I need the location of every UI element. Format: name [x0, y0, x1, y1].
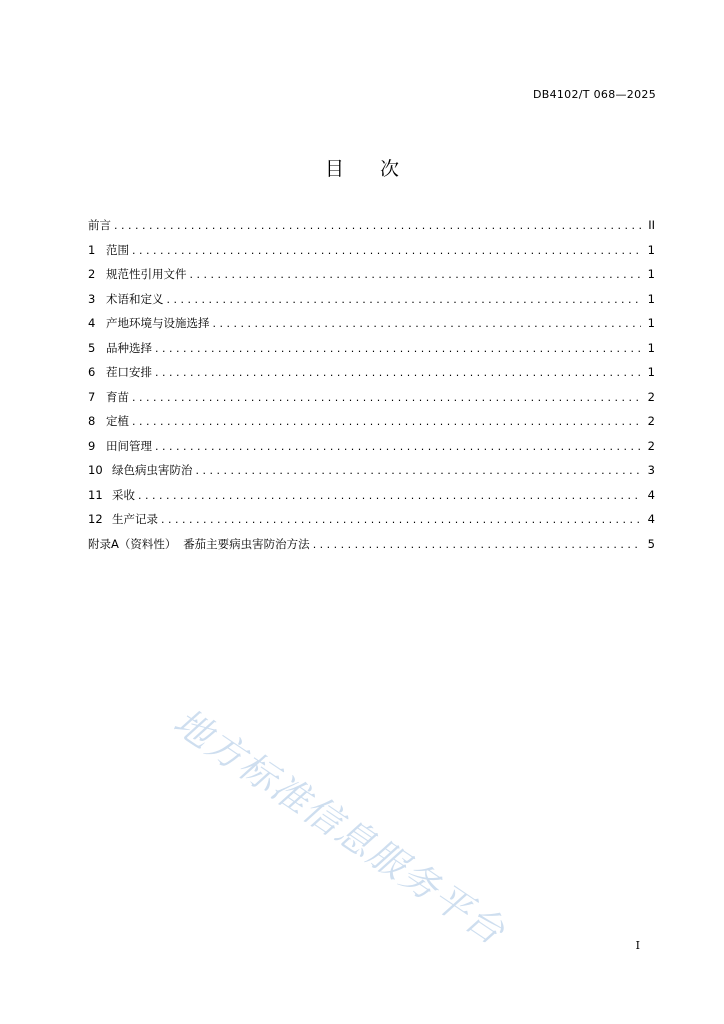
toc-entry-scope[interactable] [88, 243, 655, 268]
toc-entry-harvest[interactable] [88, 488, 655, 513]
toc-entry-page: 1 [647, 340, 655, 355]
toc-leader-dots [155, 439, 641, 454]
toc-entry-number: 2 [88, 267, 96, 281]
toc-entry-foreword[interactable] [88, 218, 655, 243]
toc-entry-label: 田间管理 [106, 438, 152, 453]
toc-entry-page: 2 [647, 414, 655, 428]
toc-entry-label: 生产记录 [112, 512, 158, 526]
toc-entry-label: 品种选择 [106, 340, 152, 355]
toc-entry-number: 1 [88, 242, 96, 257]
toc-leader-dots [196, 463, 642, 478]
toc-entry-seedling[interactable] [88, 390, 655, 415]
toc-entry-number: 10 [88, 463, 103, 477]
toc-entry-page: 1 [647, 316, 655, 330]
toc-entry-page: 1 [647, 242, 655, 257]
toc-entry-page: 3 [647, 463, 655, 477]
toc-entry-page: 5 [647, 536, 655, 551]
toc-entry-label: 前言 [88, 218, 111, 232]
toc-leader-dots [114, 218, 641, 233]
toc-leader-dots [138, 488, 641, 503]
toc-entry-environment-facilities[interactable] [88, 316, 655, 341]
watermark-text: 地方标准信息服务平台 [166, 700, 514, 954]
toc-leader-dots [132, 243, 641, 258]
toc-appendix-prefix: 附录A（资料性） [88, 536, 177, 551]
toc-leader-dots [155, 341, 641, 356]
toc-entry-number: 9 [88, 438, 96, 453]
toc-entry-label: 范围 [106, 242, 129, 257]
toc-title [0, 154, 724, 181]
toc-entry-number: 4 [88, 316, 96, 330]
toc-entry-page: 2 [647, 389, 655, 404]
toc-entry-page: II [648, 218, 655, 232]
toc-leader-dots [313, 537, 641, 552]
document-code: DB4102/T 068—2025 [532, 88, 656, 101]
toc-entry-label: 规范性引用文件 [106, 267, 187, 281]
toc-leader-dots [213, 316, 642, 331]
page-number: I [635, 939, 640, 952]
toc-leader-dots [132, 390, 641, 405]
toc-leader-dots [167, 292, 642, 307]
toc-entry-label: 定植 [106, 414, 129, 428]
toc-title-char-2: 次 [380, 158, 400, 180]
toc-entry-label: 育苗 [106, 389, 129, 404]
toc-entry-transplanting[interactable] [88, 414, 655, 439]
toc-entry-number: 6 [88, 365, 96, 379]
toc-entry-number: 8 [88, 414, 96, 428]
toc-entry-number: 3 [88, 291, 96, 306]
toc-entry-variety-selection[interactable] [88, 341, 655, 366]
toc-entry-label: 采收 [112, 487, 135, 502]
toc-leader-dots [132, 414, 641, 429]
toc-entry-label: 茬口安排 [106, 365, 152, 379]
toc-leader-dots [161, 512, 641, 527]
toc-entry-page: 1 [647, 291, 655, 306]
toc-entry-field-management[interactable] [88, 439, 655, 464]
toc-entry-page: 2 [647, 438, 655, 453]
toc-leader-dots [155, 365, 641, 380]
toc-entry-page: 1 [647, 267, 655, 281]
toc-leader-dots [190, 267, 642, 282]
toc-entry-normative-references[interactable] [88, 267, 655, 292]
toc-entry-number: 7 [88, 389, 96, 404]
toc-entry-label: 番茄主要病虫害防治方法 [183, 536, 310, 551]
toc-entry-label: 术语和定义 [106, 291, 164, 306]
toc-entry-terms-definitions[interactable] [88, 292, 655, 317]
toc-entry-cropping-schedule[interactable] [88, 365, 655, 390]
toc-entry-label: 产地环境与设施选择 [106, 316, 210, 330]
toc-entry-number: 11 [88, 487, 103, 502]
toc-entry-green-pest-control[interactable] [88, 463, 655, 488]
toc-entry-page: 4 [647, 512, 655, 526]
toc-entry-number: 5 [88, 340, 96, 355]
toc-entry-number: 12 [88, 512, 103, 526]
toc-entry-appendix-a[interactable] [88, 537, 655, 562]
toc-entry-page: 4 [647, 487, 655, 502]
toc-list [88, 218, 655, 561]
toc-entry-production-records[interactable] [88, 512, 655, 537]
toc-entry-page: 1 [647, 365, 655, 379]
toc-entry-label: 绿色病虫害防治 [112, 463, 193, 477]
toc-title-char-1: 目 [324, 158, 344, 180]
